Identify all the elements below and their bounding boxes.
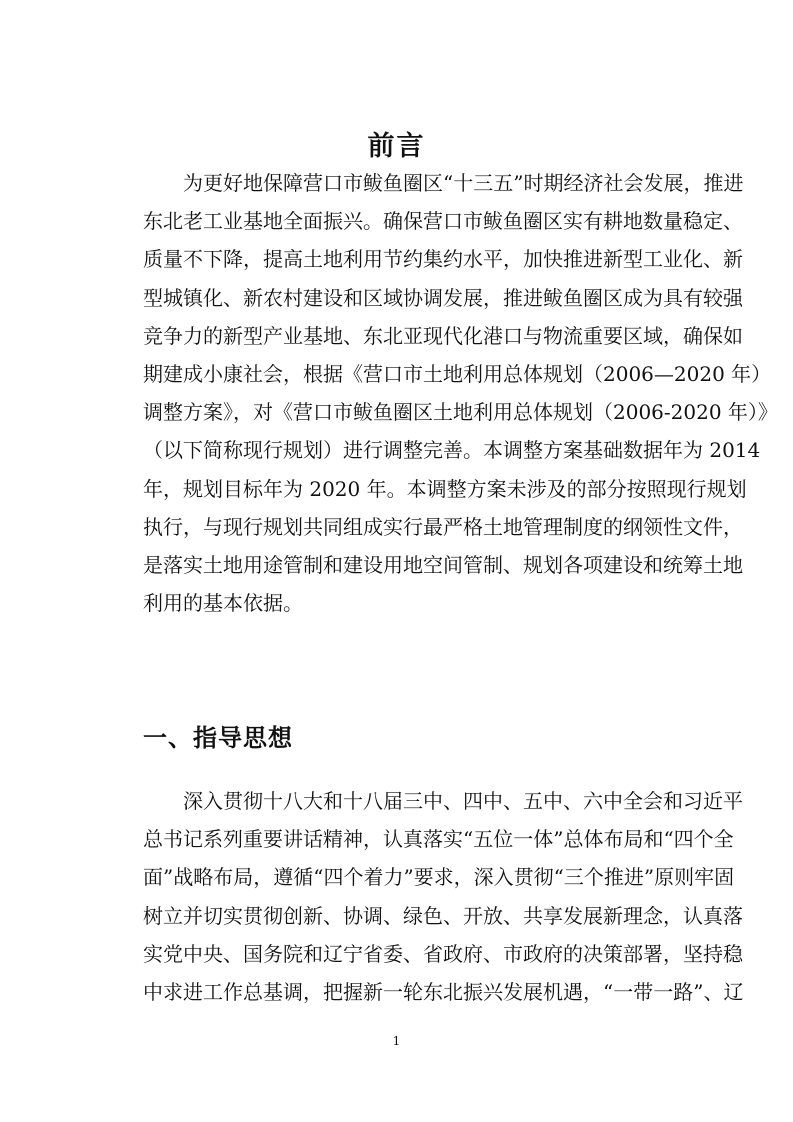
- paragraph-line: 总书记系列重要讲话精神，认真落实“五位一体”总体布局和“四个全: [143, 827, 734, 852]
- page-number: 1: [392, 1034, 401, 1048]
- paragraph-line: 质量不下降，提高土地利用节约集约水平，加快推进新型工业化、新: [143, 247, 743, 272]
- paragraph-line: 为更好地保障营口市鲅鱼圈区“十三五”时期经济社会发展，推进: [143, 171, 744, 195]
- paragraph-line: 调整方案》，对《营口市鲅鱼圈区土地利用总体规划（2006-2020 年）》: [143, 400, 778, 425]
- paragraph-line: 树立并切实贯彻创新、协调、绿色、开放、共享发展新理念，认真落: [143, 903, 743, 928]
- paragraph-line: 竞争力的新型产业基地、东北亚现代化港口与物流重要区域，确保如: [143, 323, 743, 348]
- paragraph-line: 执行，与现行规划共同组成实行最严格土地管理制度的纲领性文件，: [143, 514, 743, 539]
- paragraph-line: 实党中央、国务院和辽宁省委、省政府、市政府的决策部署，坚持稳: [143, 941, 743, 966]
- paragraph-line: 是落实土地用途管制和建设用地空间管制、规划各项建设和统筹土地: [143, 553, 743, 578]
- paragraph-line: 型城镇化、新农村建设和区域协调发展，推进鲅鱼圈区成为具有较强: [143, 285, 743, 310]
- section-heading-guiding-ideology: 一、指导思想: [143, 723, 293, 752]
- paragraph-line: 利用的基本依据。: [143, 591, 303, 616]
- preface-paragraph: [143, 164, 778, 622]
- paragraph-line: 深入贯彻十八大和十八届三中、四中、五中、六中全会和习近平: [143, 789, 743, 813]
- page-title: 前言: [367, 131, 426, 162]
- paragraph-line: （以下简称现行规划）进行调整完善。本调整方案基础数据年为 2014: [143, 438, 761, 463]
- guiding-ideology-paragraph: [143, 782, 744, 1011]
- paragraph-line: 年，规划目标年为 2020 年。本调整方案未涉及的部分按照现行规划: [143, 476, 747, 501]
- paragraph-line: 东北老工业基地全面振兴。确保营口市鲅鱼圈区实有耕地数量稳定、: [143, 209, 743, 234]
- paragraph-line: 面”战略布局，遵循“四个着力”要求，深入贯彻“三个推进”原则牢固: [143, 865, 735, 890]
- paragraph-line: 期建成小康社会，根据《营口市土地利用总体规划（2006—2020 年）: [143, 362, 772, 387]
- paragraph-line: 中求进工作总基调，把握新一轮东北振兴发展机遇，“一带一路”、辽: [143, 980, 744, 1005]
